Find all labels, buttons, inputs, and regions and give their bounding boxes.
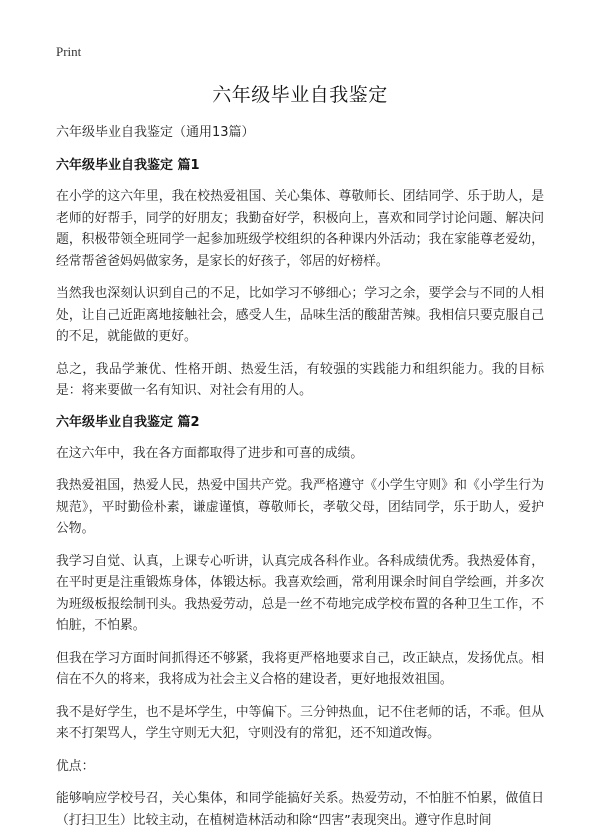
paragraph: 能够响应学校号召，关心集体，和同学能搞好关系。热爱劳动，不怕脏不怕累，做值日（打扫卫生）比较主动，在植树造林活动和除“四害”表现突出。遵守作息时间 <box>56 791 544 828</box>
paragraph: 我不是好学生，也不是坏学生，中等偏下。三分钟热血，记不住老师的话，不乖。但从来不打架骂人，学生守则无大犯，守则没有的常犯，还不知道改悔。 <box>56 704 544 741</box>
section-heading-1: 六年级毕业自我鉴定 篇1 <box>56 158 200 173</box>
document-title: 六年级毕业自我鉴定 <box>212 84 388 106</box>
paragraph: 在小学的这六年里，我在校热爱祖国、关心集体、尊敬师长、团结同学、乐于助人，是老师的好帮手，同学的好朋友；我勤奋好学，积极向上，喜欢和同学讨论问题、解决问题，积极带领全班同学一起参加班级学校组织的各种课内外活动；我在家能尊老爱幼，经常帮爸爸妈妈做家务，是家长的好孩子，邻居的好榜样。 <box>56 189 544 269</box>
paragraph: 但我在学习方面时间抓得还不够紧，我将更严格地要求自己，改正缺点，发扬优点。相信在不久的将来，我将成为社会主义合格的建设者，更好地报效祖国。 <box>56 650 544 687</box>
document-subtitle: 六年级毕业自我鉴定（通用13篇） <box>56 125 255 140</box>
print-link[interactable]: Print <box>56 44 82 59</box>
document-body <box>56 124 544 828</box>
paragraph: 我学习自觉、认真，上课专心听讲，认真完成各科作业。各科成绩优秀。我热爱体育，在平时更是注重锻炼身体，体锻达标。我喜欢绘画，常利用课余时间自学绘画，并多次为班级板报绘制刊头。我热爱劳动，总是一丝不苟地完成学校布置的各种卫生工作，不怕脏，不怕累。 <box>56 553 544 633</box>
paragraph: 在这六年中，我在各方面都取得了进步和可喜的成绩。 <box>56 445 364 461</box>
paragraph: 当然我也深刻认识到自己的不足，比如学习不够细心；学习之余，要学会与不同的人相处，让自己近距离地接触社会，感受人生，品味生活的酸甜苦辣。我相信只要克服自己的不足，就能做的更好。 <box>56 286 544 344</box>
paragraph: 总之，我品学兼优、性格开朗、热爱生活，有较强的实践能力和组织能力。我的目标是：将来要做一名有知识、对社会有用的人。 <box>56 361 544 398</box>
paragraph: 优点： <box>56 758 95 774</box>
paragraph: 我热爱祖国，热爱人民，热爱中国共产党。我严格遵守《小学生守则》和《小学生行为规范》，平时勤俭朴素，谦虚谨慎，尊敬师长，孝敬父母，团结同学，乐于助人，爱护公物。 <box>56 478 544 536</box>
section-heading-2: 六年级毕业自我鉴定 篇2 <box>56 414 200 430</box>
